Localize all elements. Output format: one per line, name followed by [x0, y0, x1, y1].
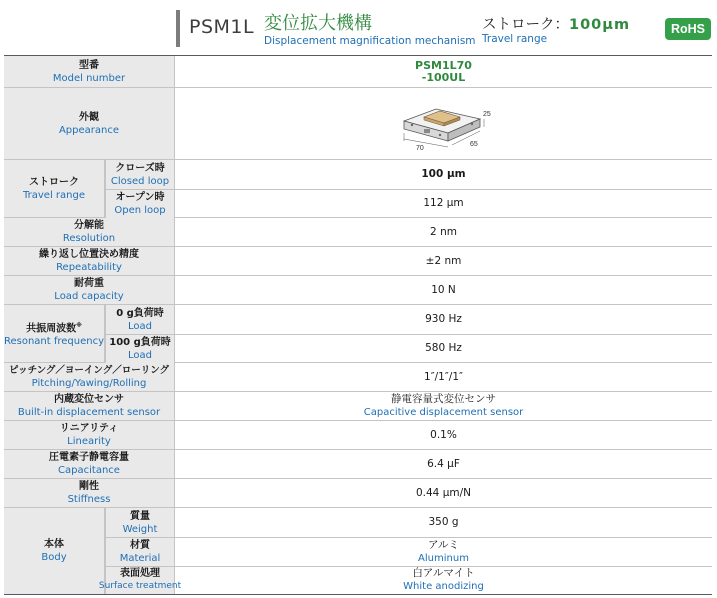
row-stiffness	[4, 479, 712, 508]
stroke-value: 100μm	[569, 17, 631, 33]
spec-table	[4, 55, 712, 595]
label-pitching: ピッチング／ヨーイング／ローリング Pitching/Yawing/Rolling	[4, 363, 175, 391]
label-repeatability: 繰り返し位置決め精度 Repeatability	[4, 247, 175, 275]
value-model-number: PSM1L70 -100UL	[415, 58, 472, 84]
header-accent-bar	[176, 10, 180, 47]
dim-width-label: 70	[415, 144, 424, 151]
row-model-number	[4, 56, 712, 88]
value-weight: 350 g	[428, 516, 459, 528]
label-load-100g: 100 g負荷時 Load	[105, 334, 175, 363]
label-closed-loop: クローズ時 Closed loop	[105, 160, 175, 189]
label-material: 材質 Material	[105, 537, 175, 566]
value-appearance	[175, 88, 712, 159]
row-capacitance	[4, 450, 712, 479]
label-model-number: 型番 Model number	[4, 56, 175, 87]
row-repeatability	[4, 247, 712, 276]
value-stiffness: 0.44 μm/N	[415, 486, 472, 499]
label-appearance: 外観 Appearance	[4, 88, 175, 159]
dim-height-label: 25	[482, 110, 491, 118]
stage-drawing-image	[394, 97, 494, 151]
label-load-capacity: 耐荷重 Load capacity	[4, 276, 175, 304]
value-repeatability: ±2 nm	[425, 254, 462, 267]
label-stiffness: 剛性 Stiffness	[4, 479, 175, 507]
row-body	[4, 508, 712, 594]
label-linearity: リニアリティ Linearity	[4, 421, 175, 449]
header	[0, 0, 717, 55]
value-pitching: 1″/1″/1″	[424, 370, 463, 383]
value-load-0g: 930 Hz	[425, 313, 462, 325]
stroke-label-en: Travel range	[482, 33, 548, 45]
value-linearity: 0.1%	[430, 428, 457, 441]
value-surface-treatment: 白アルマイト White anodizing	[403, 567, 484, 592]
value-sensor: 静電容量式変位センサ Capacitive displacement sensor	[363, 393, 524, 418]
label-resonant-frequency: 共振周波数※ Resonant frequency	[4, 305, 105, 362]
value-material: アルミ Aluminum	[418, 538, 469, 564]
row-pitching	[4, 363, 712, 392]
label-open-loop: オープン時 Open loop	[105, 189, 175, 218]
label-sensor: 内蔵変位センサ Built-in displacement sensor	[4, 392, 175, 420]
product-title-jp: 変位拡大機構	[264, 13, 372, 34]
row-appearance	[4, 88, 712, 160]
rohs-badge: RoHS	[665, 18, 711, 40]
value-load-100g: 580 Hz	[425, 342, 462, 354]
row-resolution	[4, 218, 712, 247]
label-load-0g: 0 g負荷時 Load	[105, 305, 175, 334]
value-capacitance: 6.4 μF	[427, 457, 460, 470]
row-resonant-frequency	[4, 305, 712, 363]
value-closed-loop: 100 μm	[421, 168, 466, 180]
row-travel-range	[4, 160, 712, 218]
label-capacitance: 圧電素子静電容量 Capacitance	[4, 450, 175, 478]
stroke-label-jp: ストローク：	[482, 17, 569, 33]
label-body: 本体 Body	[4, 508, 105, 594]
label-travel-range: ストローク Travel range	[4, 160, 105, 217]
row-load-capacity	[4, 276, 712, 305]
footnote-mark: ※	[76, 321, 82, 329]
value-resolution: 2 nm	[430, 225, 457, 238]
product-title-en: Displacement magnification mechanism	[264, 35, 476, 47]
model-series: PSM1L	[189, 16, 255, 38]
label-weight: 質量 Weight	[105, 508, 175, 537]
row-linearity	[4, 421, 712, 450]
dim-depth-label: 65	[469, 140, 478, 148]
label-surface-treatment: 表面処理 Surface treatment	[105, 566, 175, 594]
value-load-capacity: 10 N	[431, 283, 456, 296]
row-sensor	[4, 392, 712, 421]
stroke-summary	[482, 13, 630, 34]
label-resolution: 分解能 Resolution	[4, 218, 175, 246]
value-open-loop: 112 μm	[423, 197, 464, 209]
